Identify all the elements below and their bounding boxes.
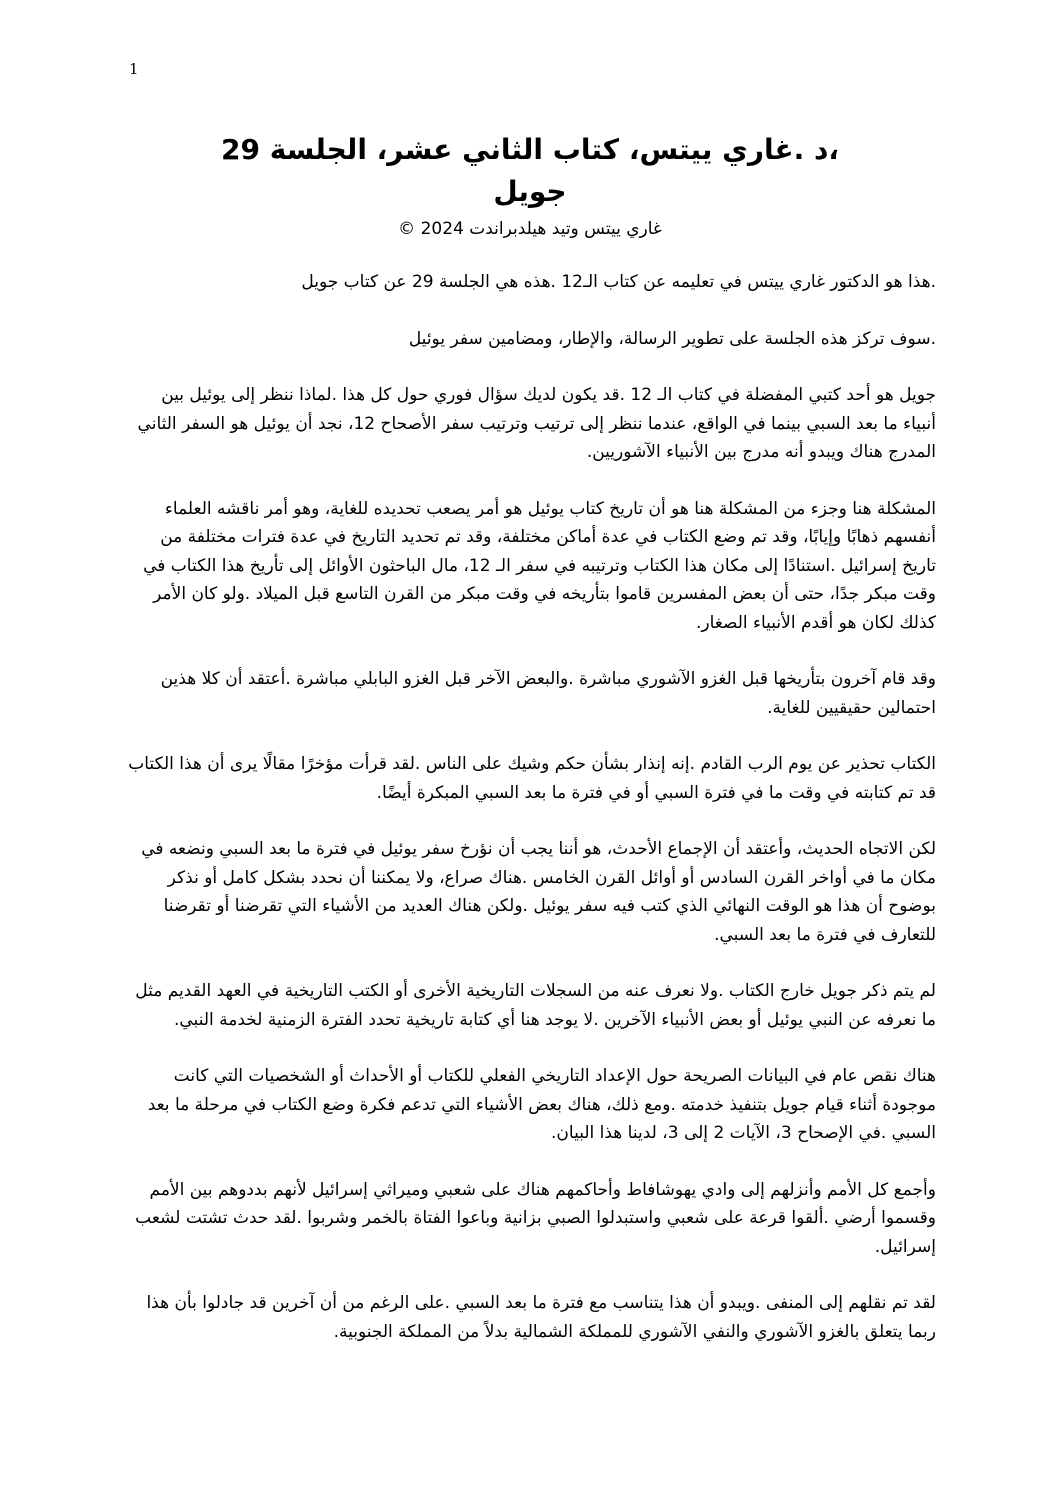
document-title-line-1: ،د .غاري ييتس، كتاب الثاني عشر، الجلسة 29 (221, 133, 839, 166)
document-body (128, 268, 936, 1374)
paragraph-11: لقد تم نقلهم إلى المنفى .ويبدو أن هذا يتناسب مع فترة ما بعد السبي .على الرغم من أن آخرين قد جادلوا بأن هذا ربما يتعلق بالغزو الآشوري والنفي الآشوري للمملكة الشمالية بدلاً من المملكة الجنوبية. (146, 1293, 936, 1342)
paragraph-10: وأجمع كل الأمم وأنزلهم إلى وادي يهوشافاط وأحاكمهم هناك على شعبي وميراثي إسرائيل لأنهم بددوهم بين الأمم وقسموا أرضي .ألقوا قرعة على شعبي واستبدلوا الصبي بزانية وباعوا الفتاة بالخمر وشربوا .لقد حدث تشتت لشعب إسرائيل. (135, 1179, 936, 1257)
paragraph-4: المشكلة هنا وجزء من المشكلة هنا هو أن تاريخ كتاب يوئيل هو أمر يصعب تحديده للغاية، وهو أمر ناقشه العلماء أنفسهم ذهابًا وإيابًا، وقد تم وضع الكتاب في عدة أماكن مختلفة، وقد تم تحديد التاريخ في عدة فترات مختلفة من تاريخ إسرائيل .استنادًا إلى مكان هذا الكتاب وترتيبه في سفر الـ 12، مال الباحثون الأوائل إلى تأريخ هذا الكتاب في وقت مبكر جدًا، حتى أن بعض المفسرين قاموا بتأريخه في وقت مبكر من القرن التاسع قبل الميلاد .ولو كان الأمر كذلك لكان هو أقدم الأنبياء الصغار. (143, 498, 936, 633)
paragraph-7: لكن الاتجاه الحديث، وأعتقد أن الإجماع الأحدث، هو أننا يجب أن نؤرخ سفر يوئيل في فترة ما بعد السبي ونضعه في مكان ما في أواخر القرن السادس أو أوائل القرن الخامس .هناك صراع، ولا يمكننا أن نحدد بشكل كامل أو نذكر بوضوح أن هذا هو الوقت النهائي الذي كتب فيه سفر يوئيل .ولكن هناك العديد من الأشياء التي تقرضنا أو تقرضنا للتعارف في فترة ما بعد السبي. (141, 839, 936, 945)
paragraph-3: جويل هو أحد كتبي المفضلة في كتاب الـ 12 .قد يكون لديك سؤال فوري حول كل هذا .لماذا ننظر إلى يوئيل بين أنبياء ما بعد السبي بينما في الواقع، عندما ننظر إلى ترتيب وترتيب سفر الأصحاح 12، نجد أن يوئيل هو السفر الثاني المدرج هناك ويبدو أنه مدرج بين الأنبياء الآشوريين. (137, 385, 936, 462)
page-number: 1 (129, 60, 139, 78)
paragraph-6: الكتاب تحذير عن يوم الرب القادم .إنه إنذار بشأن حكم وشيك على الناس .لقد قرأت مؤخرًا مقالًا يرى أن هذا الكتاب قد تم كتابته في وقت ما في فترة السبي أو في فترة ما بعد السبي المبكرة أيضًا. (128, 754, 936, 803)
copyright-notice: غاري ييتس وتيد هيلدبراندت 2024 © (398, 219, 662, 239)
paragraph-2: .سوف تركز هذه الجلسة على تطوير الرسالة، والإطار، ومضامين سفر يوئيل (408, 328, 936, 349)
paragraph-8: لم يتم ذكر جويل خارج الكتاب .ولا نعرف عنه من السجلات التاريخية الأخرى أو الكتب التاريخية في العهد القديم مثل ما نعرفه عن النبي يوئيل أو بعض الأنبياء الآخرين .لا يوجد هنا أي كتابة تاريخية تحدد الفترة الزمنية لخدمة النبي. (135, 981, 936, 1030)
document-title-line-2: جويل (493, 175, 567, 208)
paragraph-5: وقد قام آخرون بتأريخها قبل الغزو الآشوري مباشرة .والبعض الآخر قبل الغزو البابلي مباشرة .أعتقد أن كلا هذين احتمالين حقيقيين للغاية. (160, 669, 936, 718)
paragraph-1: .هذا هو الدكتور غاري ييتس في تعليمه عن كتاب الـ12 .هذه هي الجلسة 29 عن كتاب جويل (301, 272, 936, 292)
paragraph-9: هناك نقص عام في البيانات الصريحة حول الإعداد التاريخي الفعلي للكتاب أو الأحداث أو الشخصيات التي كانت موجودة أثناء قيام جويل بتنفيذ خدمته .ومع ذلك، هناك بعض الأشياء التي تدعم فكرة وضع الكتاب في مرحلة ما بعد السبي .في الإصحاح 3، الآيات 2 إلى 3، لدينا هذا البيان. (147, 1066, 936, 1143)
